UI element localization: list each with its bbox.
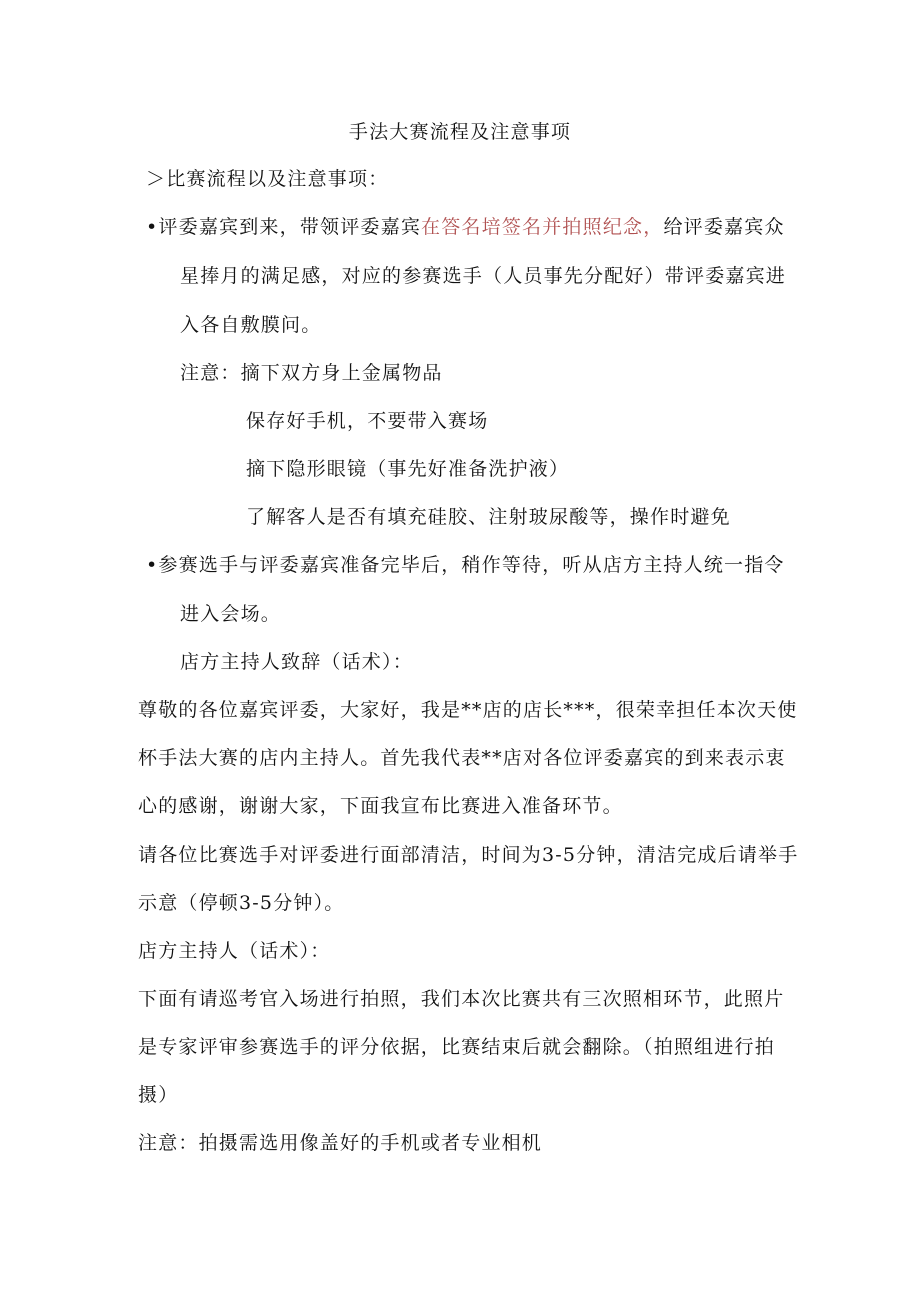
- bullet-marker: •: [146, 216, 159, 238]
- bullet-text: 参赛选手与评委嘉宾准备完毕后，稍作等待，听从店方主持人统一指令: [158, 554, 785, 576]
- note-label-line: 注意：摘下双方身上金属物品: [180, 362, 443, 384]
- speech-paragraph-2-line-2: 示意（停顿3-5分钟）。: [138, 892, 345, 914]
- speech-paragraph-1-line-3: 心的感谢，谢谢大家，下面我宣布比赛进入准备环节。: [138, 795, 623, 817]
- bullet-marker: •: [146, 554, 159, 576]
- speech-paragraph-1-line-2: 杯手法大赛的店内主持人。首先我代表**店对各位评委嘉宾的到来表示衷: [138, 747, 786, 769]
- speech-paragraph-1-line-1: 尊敬的各位嘉宾评委，大家好，我是**店的店长***，很荣幸担任本次天使: [138, 699, 798, 721]
- speech-paragraph-3-line-2: 是专家评审参赛选手的评分依据，比赛结束后就会翻除。（拍照组进行拍: [138, 1036, 775, 1058]
- final-note: 注意：拍摄需选用像盖好的手机或者专业相机: [138, 1132, 543, 1154]
- highlighted-text: 在答名培签名并拍照纪念，: [421, 216, 664, 238]
- section-heading: ＞比赛流程以及注意事项：: [146, 168, 389, 190]
- bullet-paragraph-2-line-2: 进入会场。: [180, 603, 282, 625]
- note-item: 了解客人是否有填充硅胶、注射玻尿酸等，操作时避免: [246, 506, 731, 528]
- bullet-paragraph-1-line-1: [146, 215, 785, 239]
- speech-paragraph-3-line-3: 摄）: [138, 1084, 179, 1106]
- note-item: 保存好手机，不要带入赛场: [246, 410, 489, 432]
- note-item: 摘下隐形眼镜（事先好准备洗护液）: [246, 458, 570, 480]
- bullet-paragraph-1-line-2: 星捧月的满足感，对应的参赛选手（人员事先分配好）带评委嘉宾进: [180, 265, 787, 287]
- host-speech-label: 店方主持人致辞（话术）：: [180, 651, 413, 673]
- bullet-text: 给评委嘉宾众: [663, 216, 785, 238]
- speech-paragraph-2-line-1: 请各位比赛选手对评委进行面部清洁，时间为3-5分钟，清洁完成后请举手: [138, 844, 799, 866]
- bullet-paragraph-1-line-3: 入各自敷膜问。: [180, 314, 322, 336]
- bullet-text: 评委嘉宾到来，带领评委嘉宾: [158, 216, 422, 238]
- speech-paragraph-3-line-1: 下面有请巡考官入场进行拍照，我们本次比赛共有三次照相环节，此照片: [138, 988, 785, 1010]
- host-label: 店方主持人（话术）：: [138, 940, 331, 962]
- bullet-paragraph-2-line-1: [146, 553, 785, 577]
- document-title: 手法大赛流程及注意事项: [348, 121, 572, 143]
